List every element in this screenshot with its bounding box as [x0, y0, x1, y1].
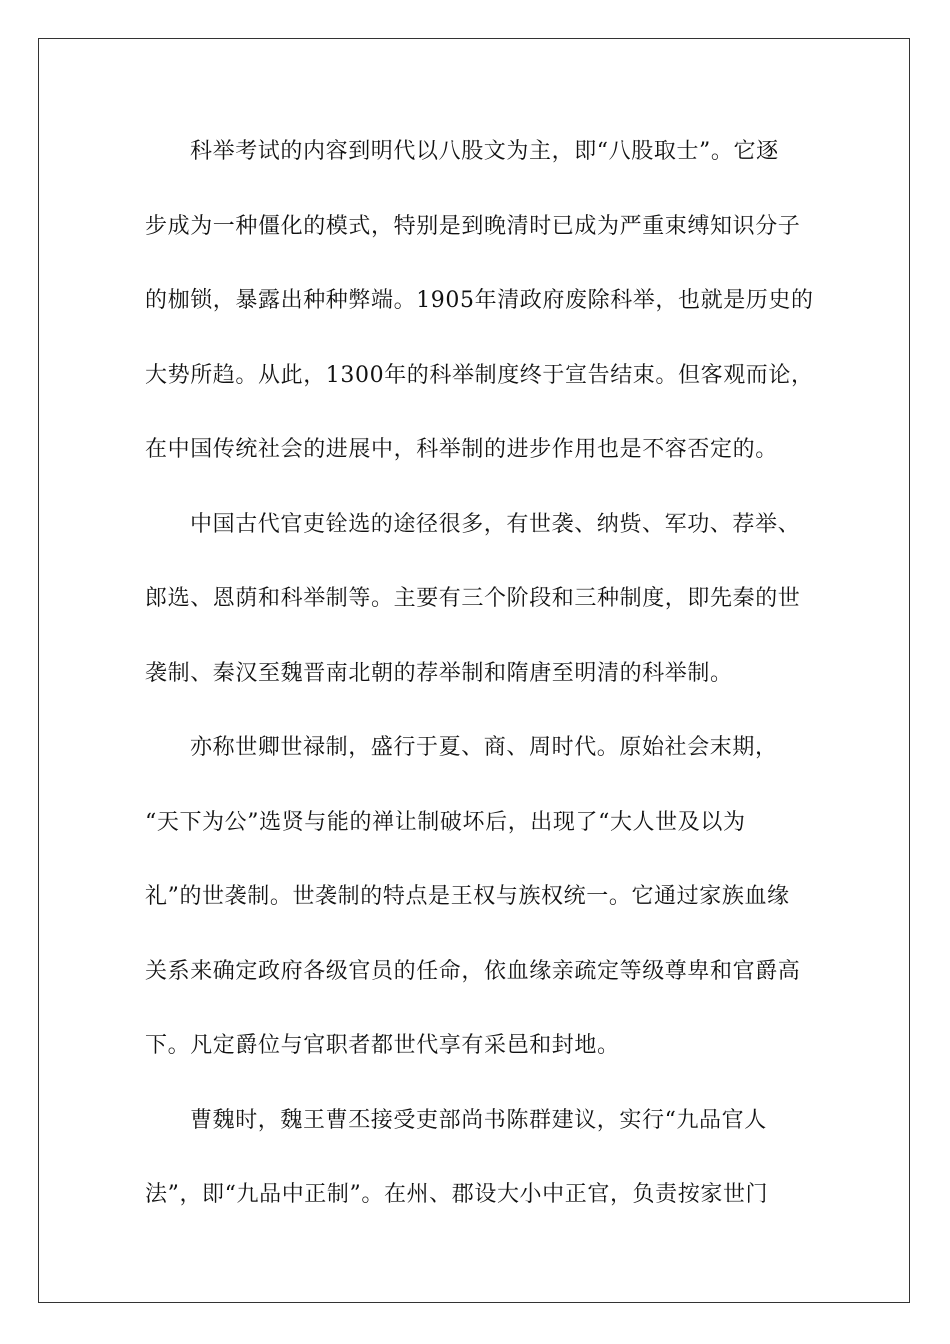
paragraph-line: 中国古代官吏铨选的途径很多，有世袭、纳赀、军功、荐举、	[190, 511, 801, 537]
paragraph-line: 大势所趋。从此，1300年的科举制度终于宣告结束。但客观而论，	[145, 362, 814, 388]
paragraph-line: 袭制、秦汉至魏晋南北朝的荐举制和隋唐至明清的科举制。	[145, 660, 733, 686]
paragraph-line: 科举考试的内容到明代以八股文为主，即“八股取士”。它逐	[190, 139, 779, 164]
paragraph-line: 步成为一种僵化的模式，特别是到晚清时已成为严重束缚知识分子	[145, 213, 801, 239]
paragraph-line: 亦称世卿世禄制，盛行于夏、商、周时代。原始社会末期，	[190, 735, 778, 760]
paragraph-line: 的枷锁，暴露出种种弊端。1905年清政府废除科举，也就是历史的	[145, 288, 814, 313]
paragraph-line: 下。凡定爵位与官职者都世代享有采邑和封地。	[145, 1033, 620, 1058]
paragraph-line: 关系来确定政府各级官员的任命，依血缘亲疏定等级尊卑和官爵高	[145, 958, 801, 984]
paragraph-line: 法”，即“九品中正制”。在州、郡设大小中正官，负责按家世门	[145, 1182, 769, 1207]
paragraph-line: 在中国传统社会的进展中，科举制的进步作用也是不容否定的。	[145, 437, 778, 462]
paragraph-line: “天下为公”选贤与能的禅让制破坏后，出现了“大人世及以为	[145, 809, 746, 835]
paragraph-line: 礼”的世袭制。世袭制的特点是王权与族权统一。它通过家族血缘	[145, 884, 790, 909]
paragraph-line: 郎选、恩荫和科举制等。主要有三个阶段和三种制度，即先秦的世	[145, 586, 801, 611]
document-body	[145, 130, 814, 1248]
paragraph-line: 曹魏时，魏王曹丕接受吏部尚书陈群建议，实行“九品官人	[190, 1107, 767, 1133]
